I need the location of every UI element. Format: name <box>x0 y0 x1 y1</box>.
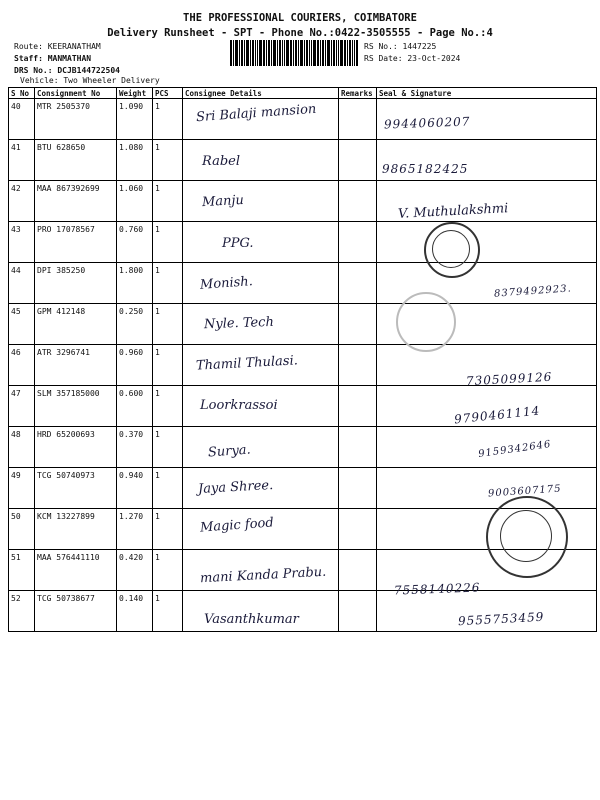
drs-value: DCJB144722504 <box>57 66 120 75</box>
cell-weight: 0.940 <box>117 468 153 509</box>
cell-sno: 43 <box>9 222 35 263</box>
handwritten-consignee: Loorkrassoi <box>200 398 278 413</box>
cell-pcs: 1 <box>153 386 183 427</box>
cell-consignment: ATR 3296741 <box>35 345 117 386</box>
handwritten-phone: 9555753459 <box>457 609 545 629</box>
cell-consignment: TCG 50738677 <box>35 591 117 632</box>
cell-pcs: 1 <box>153 468 183 509</box>
table-row <box>9 304 597 345</box>
cell-remarks <box>339 181 377 222</box>
cell-weight: 1.060 <box>117 181 153 222</box>
cell-sno: 47 <box>9 386 35 427</box>
cell-sno: 42 <box>9 181 35 222</box>
handwritten-consignee: Surya. <box>207 442 252 461</box>
rs-no-line <box>364 42 436 51</box>
cell-weight: 0.760 <box>117 222 153 263</box>
cell-remarks <box>339 263 377 304</box>
route-line <box>14 42 101 51</box>
cell-consignment: MAA 867392699 <box>35 181 117 222</box>
cell-consignment: BTU 628650 <box>35 140 117 181</box>
cell-consignment: GPM 412148 <box>35 304 117 345</box>
cell-remarks <box>339 591 377 632</box>
vehicle-label: Vehicle: <box>20 76 59 85</box>
drs-line <box>14 66 120 75</box>
col-signature: Seal & Signature <box>377 88 597 99</box>
cell-pcs: 1 <box>153 99 183 140</box>
handwritten-consignee: Sri Balaji mansion <box>195 101 317 126</box>
staff-value: MANMATHAN <box>47 54 92 63</box>
staff-label: Staff: <box>14 54 43 63</box>
col-remarks: Remarks <box>339 88 377 99</box>
company-title: THE PROFESSIONAL COURIERS, COIMBATORE <box>183 12 417 24</box>
cell-pcs: 1 <box>153 181 183 222</box>
cell-weight: 1.270 <box>117 509 153 550</box>
col-pcs: PCS <box>153 88 183 99</box>
cell-consignment: SLM 357185000 <box>35 386 117 427</box>
cell-remarks <box>339 509 377 550</box>
table-row <box>9 222 597 263</box>
handwritten-consignee: Vasanthkumar <box>204 612 299 627</box>
handwritten-consignee: Monish. <box>199 274 254 293</box>
cell-consignee <box>183 222 339 263</box>
rs-no-value: 1447225 <box>402 42 437 51</box>
cell-consignment: KCM 13227899 <box>35 509 117 550</box>
handwritten-phone: 8379492923. <box>493 283 573 300</box>
handwritten-consignee: Thamil Thulasi. <box>195 353 299 374</box>
handwritten-phone: 9944060207 <box>383 114 471 132</box>
cell-weight: 0.250 <box>117 304 153 345</box>
cell-consignment: DPI 385250 <box>35 263 117 304</box>
cell-signature <box>377 222 597 263</box>
cell-weight: 0.600 <box>117 386 153 427</box>
cell-pcs: 1 <box>153 304 183 345</box>
cell-pcs: 1 <box>153 263 183 304</box>
cell-sno: 50 <box>9 509 35 550</box>
cell-sno: 45 <box>9 304 35 345</box>
handwritten-consignee: Magic food <box>199 515 275 536</box>
cell-pcs: 1 <box>153 345 183 386</box>
cell-remarks <box>339 140 377 181</box>
handwritten-consignee: Nyle. Tech <box>203 314 275 333</box>
handwritten-phone: 9790461114 <box>453 403 541 427</box>
cell-weight: 0.960 <box>117 345 153 386</box>
route-label: Route: <box>14 42 43 51</box>
col-consignee: Consignee Details <box>183 88 339 99</box>
cell-signature <box>377 468 597 509</box>
col-sno: S No <box>9 88 35 99</box>
company-seal-stamp-inner <box>500 510 552 562</box>
cell-consignment: MAA 576441110 <box>35 550 117 591</box>
cell-remarks <box>339 427 377 468</box>
rs-date-value: 23-Oct-2024 <box>407 54 461 63</box>
rs-date-line <box>364 54 460 63</box>
cell-remarks <box>339 468 377 509</box>
barcode-image <box>230 40 358 66</box>
cell-sno: 40 <box>9 99 35 140</box>
cell-consignee <box>183 427 339 468</box>
staff-line <box>14 54 91 63</box>
cell-sno: 49 <box>9 468 35 509</box>
cell-pcs: 1 <box>153 222 183 263</box>
cell-pcs: 1 <box>153 427 183 468</box>
cell-consignment: PRO 17078567 <box>35 222 117 263</box>
handwritten-phone: 9159342646 <box>477 438 553 461</box>
cell-weight: 1.090 <box>117 99 153 140</box>
cell-weight: 1.800 <box>117 263 153 304</box>
cell-weight: 1.080 <box>117 140 153 181</box>
cell-sno: 48 <box>9 427 35 468</box>
drs-label: DRS No.: <box>14 66 53 75</box>
col-weight: Weight <box>117 88 153 99</box>
handwritten-phone: 7305099126 <box>465 369 553 389</box>
cell-remarks <box>339 99 377 140</box>
table-header-row <box>9 88 597 99</box>
cell-sno: 41 <box>9 140 35 181</box>
cell-remarks <box>339 550 377 591</box>
rs-no-label: RS No.: <box>364 42 398 51</box>
cell-consignment: MTR 2505370 <box>35 99 117 140</box>
seal-stamp-inner <box>432 230 470 268</box>
runsheet-subtitle: Delivery Runsheet - SPT - Phone No.:0422-3505555 - Page No.:4 <box>107 27 493 39</box>
cell-sno: 52 <box>9 591 35 632</box>
rs-date-label: RS Date: <box>364 54 403 63</box>
handwritten-consignee: PPG. <box>222 236 254 251</box>
vehicle-value: Two Wheeler Delivery <box>63 76 160 85</box>
handwritten-consignee: Rabel <box>202 154 241 169</box>
cell-weight: 0.370 <box>117 427 153 468</box>
handwritten-signature: V. Muthulakshmi <box>397 201 509 222</box>
cell-sno: 44 <box>9 263 35 304</box>
handwritten-phone: 7558140226 <box>393 580 481 598</box>
cell-pcs: 1 <box>153 509 183 550</box>
cell-sno: 51 <box>9 550 35 591</box>
route-value: KEERANATHAM <box>47 42 101 51</box>
cell-consignment: HRD 65200693 <box>35 427 117 468</box>
cell-remarks <box>339 222 377 263</box>
col-consignment: Consignment No <box>35 88 117 99</box>
cell-pcs: 1 <box>153 550 183 591</box>
handwritten-phone: 9003607175 <box>487 483 562 500</box>
cell-remarks <box>339 304 377 345</box>
faded-seal-stamp <box>396 292 456 352</box>
cell-weight: 0.140 <box>117 591 153 632</box>
cell-consignment: TCG 50740973 <box>35 468 117 509</box>
table-row <box>9 140 597 181</box>
cell-remarks <box>339 345 377 386</box>
cell-pcs: 1 <box>153 591 183 632</box>
cell-sno: 46 <box>9 345 35 386</box>
cell-weight: 0.420 <box>117 550 153 591</box>
cell-pcs: 1 <box>153 140 183 181</box>
vehicle-line <box>20 76 160 85</box>
handwritten-phone: 9865182425 <box>382 162 469 176</box>
handwritten-consignee: Manju <box>201 192 245 211</box>
cell-remarks <box>339 386 377 427</box>
handwritten-consignee: mani Kanda Prabu. <box>199 564 327 587</box>
handwritten-consignee: Jaya Shree. <box>197 478 274 497</box>
